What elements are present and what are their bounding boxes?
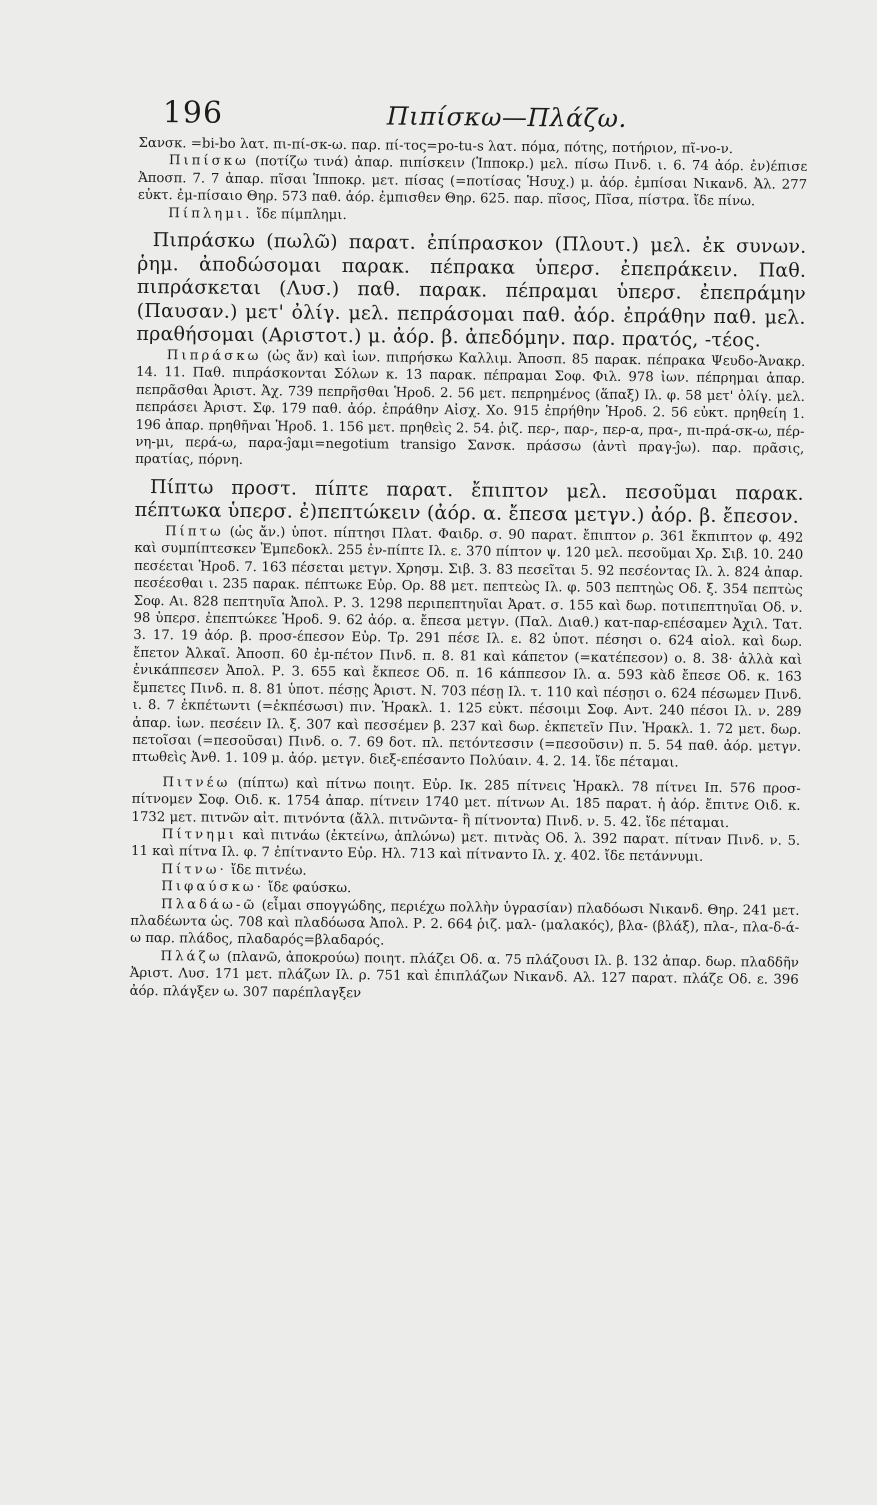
- entry-text: (ὡς ἄν) καὶ ἰων. πιπρήσκω Καλλιμ. Ἀποσπ. 85 παρακ. πέπρακα Ψευδο-Ἀνακρ. 14. 11. Παθ. πιπράσκονται Σόλων κ. 13 παρακ. πέπραμαι Σοφ. Φιλ. 978 ἰων. πέπρημαι ἀπαρ. πεπρᾶσθαι Ἀριστ. Ἀχ. 739 πεπρῆσθαι Ἡροδ. 2. 56 μετ. πεπρημένος (ἅπαξ) Ιλ. φ. 58 μετ' ὀλίγ. μελ. πεπράσει Ἀριστ. Σφ. 179 παθ. ἀόρ. ἐπράθην Αἰσχ. Χο. 915 ἐπρήθην Ἡροδ. 2. 56 εὐκτ. πρηθείη 1. 196 ἀπαρ. πρηθῆναι Ἡροδ. 1. 156 μετ. πρηθεὶς 2. 54. ῥιζ. περ-, παρ-, περ-α, πρα-, πι-πρά-σκ-ω, πέρ-νη-μι, περά-ω, παρα-ĵαμι=negotium transigo Σανσκ. πράσσω (ἀντὶ πραγ-ĵω). παρ. πρᾶσις, πρατίας, πόρνη.: [135, 349, 806, 469]
- entry-headword: Πίτνημι: [161, 827, 237, 843]
- entry-text: Πίπτω προστ. πίπτε παρατ. ἔπιπτον μελ. πεσοῦμαι παρακ. πέπτωκα ὑπερσ. ἐ)πεπτώκειν (ἀόρ. α. ἔπεσα μετγν.) ἀόρ. β. ἔπεσον.: [134, 475, 804, 529]
- page-number: 196: [162, 95, 224, 131]
- entry-text: (ὡς ἄν.) ὑποτ. πίπτησι Πλατ. Φαιδρ. σ. 90 παρατ. ἔπιπτον ρ. 361 ἔκπιπτον φ. 492 καὶ συμπίπτεσκεν Ἐμπεδοκλ. 255 ἐν-πίπτε Ιλ. ε. 370 πίπτον ψ. 120 μελ. πεσοῦμαι Χρ. Σιβ. 10. 240 πεσέεται Ἡροδ. 7. 163 πέσεται μετγν. Χρησμ. Σιβ. 3. 83 πεσεῖται 5. 92 πεσέοντας Ιλ. λ. 824 ἀπαρ. πεσέεσθαι ι. 235 παρακ. πέπτωκε Εὐρ. Ορ. 88 μετ. πεπτεὼς Ιλ. φ. 503 πεπτηὼς Οδ. ξ. 354 πεπτὼς Σοφ. Αι. 828 πεπτηυῖα Ἀπολ. Ρ. 3. 1298 περιπεπτηυῖαι Ἀρατ. σ. 155 καὶ δωρ. ποτιπεπτηυῖαι Οδ. ν. 98 ὑπερσ. ἐπεπτώκεε Ἡροδ. 9. 62 ἀόρ. α. ἔπεσα μετγν. (Παλ. Διαθ.) κατ-παρ-επέσαμεν Ἀχιλ. Τατ. 3. 17. 19 ἀόρ. β. προσ-έπεσον Εὐρ. Τρ. 291 πέσε Ιλ. ε. 82 ὑποτ. πέσησι ο. 624 αἰολ. καὶ δωρ. ἔπετον Ἀλκαῖ. Ἀποσπ. 60 ἐμ-πέτον Πινδ. π. 8. 81 καὶ κάπετον (=κατέπεσον) ο. 8. 38· ἀλλὰ καὶ ἐνικάππεσεν Ἀπολ. Ρ. 3. 655 καὶ ἔκπεσε Οδ. π. 16 κάππεσον Ιλ. α. 593 κὰδ ἔπεσε Οδ. κ. 163 ἔμπετες Πινδ. π. 8. 81 ὑποτ. πέσῃς Ἀριστ. Ν. 703 πέσῃ Ιλ. τ. 110 καὶ πέσῃσι ο. 624 πέσωμεν Πινδ. ι. 8. 7 ἐκπέτωντι (=ἐκπέσωσι) πιν. Ἡρακλ. 1. 125 εὐκτ. πέσοιμι Σοφ. Αντ. 240 πέσοι Ιλ. ν. 289 ἀπαρ. ἰων. πεσέειν Ιλ. ξ. 307 καὶ πεσσέμεν β. 237 καὶ δωρ. ἐκπετεῖν Πιν. Ἡρακλ. 1. 72 μετ. δωρ. πετοῖσαι (=πεσοῦσαι) Πινδ. ο. 7. 69 δοτ. πλ. πετόντεσσιν (=πεσοῦσιν) π. 5. 54 παθ. ἀόρ. μετγν. πτωθεὶς Ἀνθ. 1. 109 μ. ἀόρ. μετγν. διεξ-επέσαντο Πολύαιν. 4. 2. 14. ἴδε πέταμαι.: [131, 524, 804, 771]
- entry-text: ἴδε πιτνέω.: [230, 862, 307, 879]
- entry-headword: Πιπίσκω: [168, 153, 249, 170]
- entries: [130, 135, 808, 1007]
- entry-text: Σανσκ. =bi-bo λατ. πι-πί-σκ-ω. παρ. πί-τος=po-tu-s λατ. πόμα, πότης, ποτήριον, πῖ-νο-ν.: [138, 135, 734, 158]
- running-head: Πιπίσκω—Πλάζω.: [386, 101, 628, 133]
- entry-headword: Πίπλημι.: [168, 205, 253, 222]
- entry-headword: Πλάζω: [160, 948, 223, 965]
- entry-text: (πλανῶ, ἀποκρούω) ποιητ. πλάζει Οδ. α. 75 πλάζουσι Ιλ. β. 132 ἀπαρ. δωρ. πλαδδῆν Ἀριστ. Λυσ. 171 μετ. πλάζων Ιλ. ρ. 751 καὶ ἐπιπλάζων Νικανδ. Αλ. 127 παρατ. πλάζε Οδ. ε. 396 ἀόρ. πλάγξεν ω. 307 παρέπλαγξεν: [129, 949, 800, 1001]
- entry-pladao: [130, 895, 800, 954]
- entry-text: καὶ πιτνάω (ἐκτείνω, ἁπλώνω) μετ. πιτνὰς Οδ. λ. 392 παρατ. πίτναν Πινδ. ν. 5. 11 καὶ πίτνα Ιλ. φ. 7 ἐπίτναντο Εὐρ. Ηλ. 713 καὶ πίτναντο Ιλ. χ. 402. ἴδε πετάννυμι.: [130, 827, 801, 866]
- entry-text: (πίπτω) καὶ πίτνω ποιητ. Εὐρ. Ικ. 285 πίτνεις Ἡρακλ. 78 πίτνει Ιπ. 576 προσ-πίτνομεν Σοφ. Οιδ. κ. 1754 ἀπαρ. πίτνειν 1740 μετ. πίτνων Αι. 185 παρατ. ἡ ἀόρ. ἔπιτνε Οιδ. κ. 1732 μετ. πιτνῶν αἰτ. πιτνόντα (ἄλλ. πιτνῶντα- ἢ πίτνοντα) Πινδ. ν. 5. 42. ἴδε πέταμαι.: [131, 775, 801, 831]
- entry-headword: Πίπτω: [164, 524, 224, 540]
- entry-text: (εἶμαι σπογγώδης, περιέχω πολλὴν ὑγρασίαν) πλαδόωσι Νικανδ. Θηρ. 241 μετ. πλαδέωντα ὡς. 708 καὶ πλαδόωσα Ἀπολ. Ρ. 2. 664 ῥιζ. μαλ- (μαλακός), βλα- (βλάξ), πλα-, πλα-δ-ά-ω παρ. πλάδος, πλαδαρός=βλαδαρός.: [130, 897, 800, 949]
- entry-plazo: [130, 948, 800, 1007]
- entry-text: Πιπράσκω (πωλῶ) παρατ. ἐπίπρασκον (Πλουτ.) μελ. ἐκ συνων. ῥημ. ἀποδώσομαι παρακ. πέπρακα ὑπερσ. ἐπεπράκειν. Παθ. πιπράσκεται (Λυσ.) παθ. παρακ. πέπραμαι ὑπερσ. ἐπεπράμην (Παυσαν.) μετ' ὀλίγ. μελ. πεπράσομαι παθ. ἀόρ. ἐπράθην παθ. μελ. πραθήσομαι (Αριστοτ.) μ. ἀόρ. β. ἀπεδόμην. παρ. πρατός, -τέος.: [136, 229, 807, 352]
- entry-headword: Πιτνέω: [162, 774, 231, 791]
- entry-headword: Πιφαύσκω·: [161, 879, 264, 896]
- entry-pipto: [132, 523, 804, 774]
- entry-text: ἴδε πίμπλημι.: [256, 206, 347, 223]
- entry-text: ἴδε φαύσκω.: [268, 880, 352, 897]
- entry-headword: Πλαδάω-ῶ: [161, 896, 258, 913]
- entry-pitneo: [131, 774, 801, 833]
- entry-piprasko-main: [136, 229, 806, 354]
- entry-headword: Πιπράσκω: [166, 348, 262, 365]
- page-header: [139, 95, 808, 142]
- entry-pipisko: [138, 152, 808, 211]
- entry-pipto-main: [135, 476, 804, 530]
- entry-headword: Πίτνω·: [161, 861, 227, 878]
- entry-piprasko: [135, 347, 805, 476]
- entry-text: (ποτίζω τινά) ἀπαρ. πιπίσκειν (Ἱπποκρ.) μελ. πίσω Πινδ. ι. 6. 74 ἀόρ. ἐν)έπισε Ἀποσπ. 7. 7 ἀπαρ. πῖσαι Ἱπποκρ. μετ. πίσας (=ποτίσας Ἡσυχ.) μ. ἀόρ. ἐμπίσαι Νικανδ. Ἀλ. 277 εὐκτ. ἐμ-πίσαιο Θηρ. 573 παθ. ἀόρ. ἐμπισθεν Θηρ. 625. παρ. πῖσος, Πῖσα, πίστρα. ἴδε πίνω.: [137, 154, 808, 210]
